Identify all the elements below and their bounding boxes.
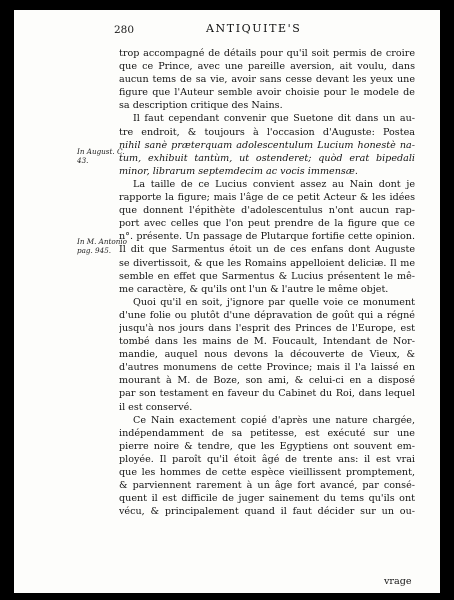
text-line: il est conservé. [119,401,193,413]
text-line: tre endroit, & toujours à l'occasion d'Auguste: Postea [119,126,415,138]
catchword: vrage [384,576,412,587]
text-line: jusqu'à nos jours dans l'esprit des Princes de l'Europe, est [119,322,415,334]
text-line: Il faut cependant convenir que Suetone dit dans un au- [133,113,415,125]
book-page [14,10,440,593]
page-header [14,22,440,38]
text-line: Ce Nain exactement copié d'après une nature chargée, [133,414,415,426]
text-line: vécu, & principalement quand il faut décider sur un ou- [119,506,415,518]
text-line: mandie, auquel nous devons la découverte de Vieux, & [119,349,415,361]
text-line: nihil sanè præterquam adolescentulum Lucium honestè na- [119,139,415,151]
text-line: minor, librarum septemdecim ac vocis immensæ. [119,165,358,177]
text-line: d'une folie ou plutôt d'une dépravation de goût qui a régné [119,309,415,321]
running-title: ANTIQUITE'S [206,22,302,35]
text-line: indépendamment de sa petitesse, est exécuté sur une [119,427,415,439]
text-line: se divertissoit, & que les Romains appelloient deliciæ. Il me [119,257,415,269]
text-line: La taille de ce Lucius convient assez au Nain dont je [133,178,415,190]
text-line: tum, exhibuit tantùm, ut ostenderet; quòd erat bipedali [119,152,415,164]
text-line: par son testament en faveur du Cabinet du Roi, dans lequel [119,388,415,400]
text-line: Il dit que Sarmentus étoit un de ces enfans dont Auguste [119,244,415,256]
text-line: que donnent l'épithète d'adolescentulus n'ont aucun rap- [119,205,415,217]
text-line: que ce Prince, avec une pareille aversion, ait voulu, dans [119,61,415,73]
text-line: pierre noire & tendre, que les Egyptiens ont souvent em- [119,440,415,452]
text-line: ployée. Il paroît qu'il étoit âgé de trente ans: il est vrai [119,453,415,465]
body-text [119,47,415,518]
margin-note: In M. Antonio pag. 945. [77,237,127,255]
text-line: aucun tems de sa vie, avoir sans cesse devant les yeux une [119,74,415,86]
text-line: d'autres monumens de cette Province; mais il l'a laissé en [119,362,415,374]
text-line: Quoi qu'il en soit, j'ignore par quelle voie ce monument [133,296,415,308]
margin-note: In August. C. 43. [77,147,125,165]
text-line: tombé dans les mains de M. Foucault, Intendant de Nor- [119,336,415,348]
text-line: que les hommes de cette espèce vieillissent promptement, [119,467,415,478]
text-line: sa description critique des Nains. [119,100,283,112]
text-line: me caractère, & qu'ils ont l'un & l'autre le même objet. [119,283,389,295]
text-line: quent il est difficile de juger sainement du tems qu'ils ont [119,493,415,505]
text-line: rapporte la figure; mais l'âge de ce petit Acteur & les idées [119,192,415,204]
text-line: port avec celles que l'on peut prendre de la figure que ce [119,218,415,230]
page-number: 280 [114,24,135,36]
text-line: n°. présente. Un passage de Plutarque fortifie cette opinion. [119,231,415,243]
text-line: figure que l'Auteur semble avoir choisie pour le modele de [119,87,415,99]
text-line: & parviennent rarement à un âge fort avancé, par consé- [119,480,415,492]
text-line: mourant à M. de Boze, son ami, & celui-ci en a disposé [119,375,415,387]
text-line: trop accompagné de détails pour qu'il soit permis de croire [119,48,415,59]
text-line: semble en effet que Sarmentus & Lucius présentent le mê- [119,270,415,282]
